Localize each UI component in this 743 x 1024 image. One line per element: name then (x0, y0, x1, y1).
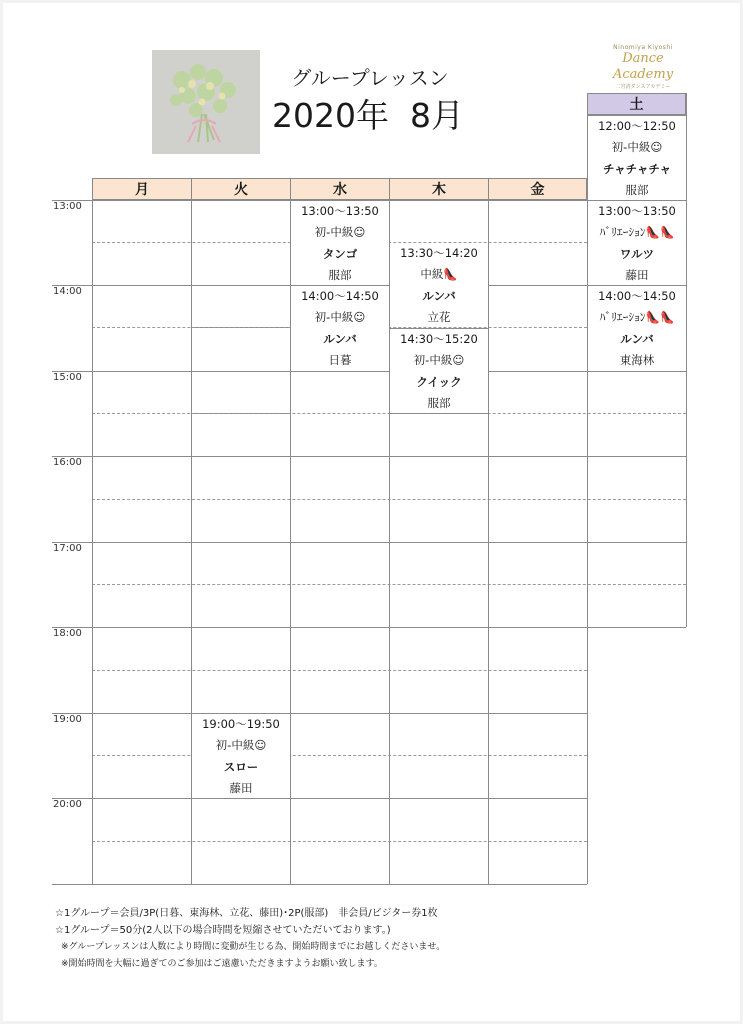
day-header-sat: 土 (587, 93, 686, 115)
page-subtitle: グループレッスン (291, 66, 449, 90)
lesson-time: 13:30～14:20 (400, 246, 478, 260)
grid-line (52, 542, 686, 543)
time-label: 17:00 (53, 543, 82, 554)
lesson-dance: クイック (416, 374, 462, 389)
bouquet-image (152, 50, 260, 154)
title-year: 2020年 (272, 96, 389, 135)
grid-column-line (92, 200, 93, 884)
note-line: ※グループレッスンは人数により時間に変動が生じる為、開始時間までにお越しくださいませ。 (61, 942, 446, 952)
half-hour-line (92, 841, 587, 842)
lesson-level: 初-中級☺ (611, 140, 663, 155)
lesson-dance: ルンバ (323, 331, 357, 346)
note-line: ※開始時間を大幅に過ぎてのご参加はご遠慮いただきますようお願い致します。 (61, 959, 383, 969)
half-hour-line (92, 670, 587, 671)
lesson-time: 14:00～14:50 (301, 289, 379, 303)
lesson-cell-sat-1300 (588, 201, 686, 285)
academy-logo (595, 44, 691, 88)
lesson-teacher: 東海林 (619, 352, 655, 367)
lesson-time: 14:30～15:20 (400, 332, 478, 346)
lesson-cell-wed-1300 (291, 201, 389, 285)
grid-column-line (686, 93, 687, 627)
lesson-dance: スロー (223, 759, 259, 774)
title-month: 8月 (409, 96, 464, 135)
time-label: 16:00 (53, 457, 82, 468)
lesson-time: 13:00～13:50 (301, 204, 379, 218)
grid-line (52, 884, 587, 885)
note-line: ☆1グループ＝会員/3P(日暮、東海林、立花、藤田)･2P(服部) 非会員/ビジター券1枚 (55, 908, 438, 919)
lesson-cell-sat-1200 (588, 116, 686, 200)
lesson-dance: ルンバ (422, 288, 456, 303)
day-header-thu: 木 (389, 178, 488, 200)
lesson-teacher: 藤田 (625, 267, 649, 282)
lesson-dance: チャチャチャ (603, 161, 671, 176)
grid-line (52, 713, 587, 714)
lesson-teacher: 藤田 (229, 780, 253, 795)
lesson-teacher: 服部 (427, 395, 451, 410)
lesson-cell-tue-1900 (192, 714, 290, 798)
lesson-level: 初-中級☺ (413, 353, 465, 368)
lesson-level: 初-中級☺ (314, 225, 366, 240)
grid-column-line (488, 200, 489, 884)
lesson-cell-thu-1430 (390, 328, 488, 414)
day-header-wed: 水 (290, 178, 389, 200)
note-line: ☆1グループ＝50分(2人以下の場合時間を短縮させていただいております。) (55, 925, 391, 936)
logo-line1: Ninomiya Kiyoshi (613, 44, 673, 51)
lesson-level: ﾊﾞﾘｴｰｼｮﾝ👠👠 (599, 310, 675, 325)
logo-line2: Dance Academy (612, 51, 674, 82)
time-label: 15:00 (53, 372, 82, 383)
logo-line3: 二宮清ダンスアカデミー (615, 84, 671, 90)
half-hour-line (92, 755, 587, 756)
lesson-time: 12:00～12:50 (598, 119, 676, 133)
lesson-cell-sat-1400 (588, 286, 686, 370)
time-label: 20:00 (53, 799, 82, 810)
lesson-level: 初-中級☺ (215, 738, 267, 753)
lesson-level: ﾊﾞﾘｴｰｼｮﾝ👠👠 (599, 225, 675, 240)
lesson-teacher: 日暮 (328, 352, 352, 367)
lesson-dance: ワルツ (619, 246, 655, 261)
day-header-fri: 金 (488, 178, 587, 200)
time-label: 14:00 (53, 286, 82, 297)
day-header-tue: 火 (191, 178, 290, 200)
grid-line (52, 798, 587, 799)
day-header-mon: 月 (92, 178, 191, 200)
lesson-time: 19:00～19:50 (202, 717, 280, 731)
lesson-teacher: 服部 (625, 182, 649, 197)
time-label: 19:00 (53, 714, 82, 725)
lesson-time: 13:00～13:50 (598, 204, 676, 218)
lesson-dance: タンゴ (322, 246, 358, 261)
footer-notes (55, 905, 445, 973)
time-label: 13:00 (53, 201, 82, 212)
grid-line (52, 456, 686, 457)
lesson-dance: ルンバ (620, 331, 654, 346)
lesson-level: 初-中級☺ (314, 310, 366, 325)
lesson-time: 14:00～14:50 (598, 289, 676, 303)
lesson-teacher: 服部 (328, 267, 352, 282)
page-title (268, 90, 468, 137)
lesson-level: 中級👠 (420, 267, 458, 282)
lesson-cell-thu-1330 (390, 243, 488, 327)
lesson-cell-wed-1400 (291, 286, 389, 370)
grid-line (52, 627, 686, 628)
lesson-teacher: 立花 (427, 309, 451, 324)
time-label: 18:00 (53, 628, 82, 639)
